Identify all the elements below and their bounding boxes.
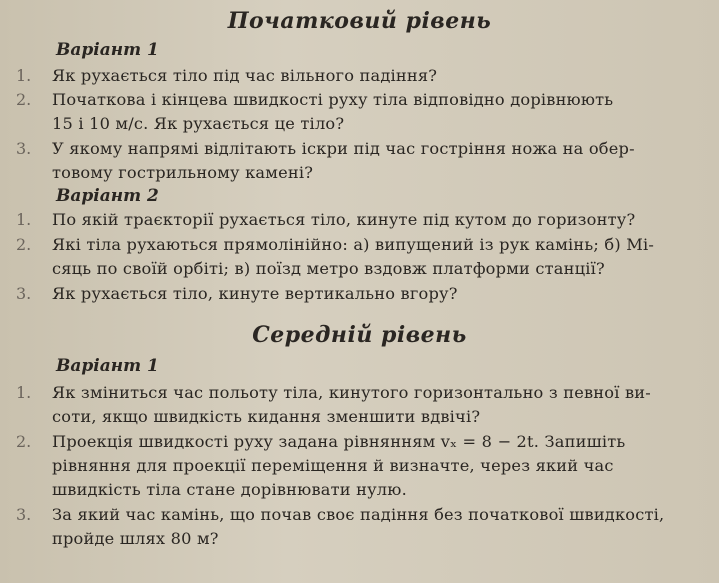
question-text: Які тіла рухаються прямолінійно: а) випущений із рук камінь; б) Мі- bbox=[52, 235, 655, 254]
question-number: 2. bbox=[16, 235, 32, 254]
question-number: 1. bbox=[16, 210, 32, 229]
question-number: 1. bbox=[16, 66, 32, 85]
question-number: 3. bbox=[16, 505, 32, 524]
question-number: 3. bbox=[16, 284, 32, 303]
question-text: Як рухається тіло, кинуте вертикально вгору? bbox=[52, 284, 458, 303]
question-number: 3. bbox=[16, 139, 32, 158]
question-number: 2. bbox=[16, 90, 32, 109]
question-text: По якій траєкторії рухається тіло, кинуте під кутом до горизонту? bbox=[52, 210, 636, 229]
question-text: сяць по своїй орбіті; в) поїзд метро вздовж платформи станції? bbox=[52, 259, 605, 278]
section-title-intermediate: Середній рівень bbox=[252, 322, 467, 348]
variant-label: Варіант 1 bbox=[56, 356, 159, 376]
question-text: Як рухається тіло під час вільного падіння? bbox=[52, 66, 438, 85]
question-text: Початкова і кінцева швидкості руху тіла відповідно дорівнюють bbox=[52, 90, 614, 109]
question-text: соти, якщо швидкість кидання зменшити вдвічі? bbox=[52, 407, 481, 426]
question-text: швидкість тіла стане дорівнювати нулю. bbox=[52, 480, 407, 499]
question-text: У якому напрямі відлітають іскри під час гостріння ножа на обер- bbox=[52, 139, 635, 158]
question-text: 15 і 10 м/с. Як рухається це тіло? bbox=[52, 114, 345, 133]
variant-label: Варіант 2 bbox=[56, 186, 159, 206]
section-title-basic: Початковий рівень bbox=[227, 8, 492, 34]
question-text: Як зміниться час польоту тіла, кинутого горизонтально з певної ви- bbox=[52, 383, 651, 402]
question-text: рівняння для проекції переміщення й визначте, через який час bbox=[52, 456, 614, 475]
question-number: 1. bbox=[16, 383, 32, 402]
question-text: Проекція швидкості руху задана рівнянням vₓ = 8 − 2t. Запишіть bbox=[52, 432, 626, 451]
question-number: 2. bbox=[16, 432, 32, 451]
question-text: За який час камінь, що почав своє падіння без початкової швидкості, bbox=[52, 505, 665, 524]
question-text: пройде шлях 80 м? bbox=[52, 529, 219, 548]
question-text: товому гострильному камені? bbox=[52, 163, 314, 182]
variant-label: Варіант 1 bbox=[56, 40, 159, 60]
